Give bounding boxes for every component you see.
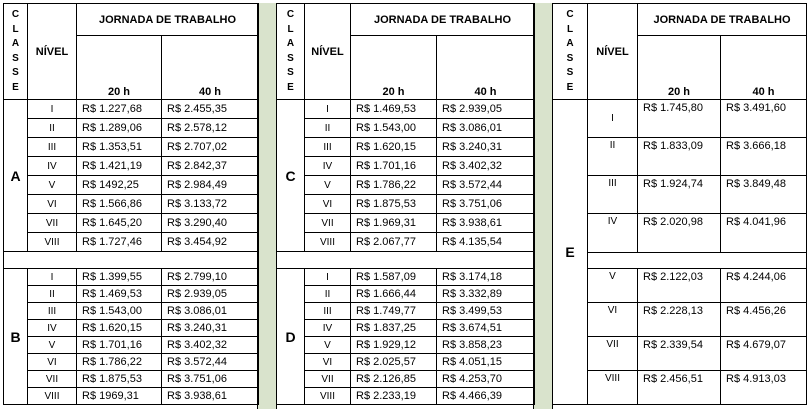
salary-40h-cell: R$ 3.858,23 [437, 337, 535, 354]
salary-20h-cell: R$ 1.786,22 [351, 176, 437, 195]
spacer-row [277, 252, 535, 269]
jornada-header: JORNADA DE TRABALHO [77, 4, 259, 36]
salary-20h-cell: R$ 1.543,00 [77, 303, 162, 320]
level-cell: VIII [305, 233, 351, 252]
salary-20h-cell: R$ 1.745,80 [638, 100, 721, 138]
salary-20h-cell: R$ 1.929,12 [351, 337, 437, 354]
level-cell: III [588, 176, 638, 214]
classe-header: C L A S S E [277, 4, 305, 100]
level-cell: VIII [28, 388, 77, 405]
level-cell: VI [305, 354, 351, 371]
salary-40h-cell: R$ 3.332,89 [437, 286, 535, 303]
class-b-block [4, 269, 259, 405]
level-cell: II [305, 286, 351, 303]
salary-40h-cell: R$ 4.244,06 [721, 269, 807, 303]
salary-40h-cell: R$ 3.174,18 [437, 269, 535, 286]
salary-20h-cell: R$ 2.025,57 [351, 354, 437, 371]
salary-40h-cell: R$ 3.572,44 [437, 176, 535, 195]
salary-20h-cell: R$ 1.566,86 [77, 195, 162, 214]
level-cell: II [305, 119, 351, 138]
level-cell: VI [28, 195, 77, 214]
class-c-block [277, 100, 535, 252]
salary-20h-cell: R$ 1.875,53 [351, 195, 437, 214]
salary-20h-cell: R$ 1.833,09 [638, 138, 721, 176]
level-cell: II [588, 138, 638, 176]
salary-20h-cell: R$ 1.701,16 [77, 337, 162, 354]
group-separator-2 [533, 3, 553, 409]
level-cell: VIII [588, 371, 638, 405]
level-cell: V [305, 176, 351, 195]
salary-40h-cell: R$ 2.799,10 [162, 269, 259, 286]
class-label-a: A [4, 100, 28, 252]
level-cell: VIII [28, 233, 77, 252]
level-cell: III [305, 303, 351, 320]
salary-20h-cell: R$ 1.620,15 [351, 138, 437, 157]
classe-header: C L A S S E [4, 4, 28, 100]
salary-40h-cell: R$ 4.135,54 [437, 233, 535, 252]
salary-40h-cell: R$ 2.842,37 [162, 157, 259, 176]
nivel-header: NÍVEL [588, 4, 638, 100]
level-cell: II [28, 119, 77, 138]
salary-40h-cell: R$ 3.454,92 [162, 233, 259, 252]
hours-40-header: 40 h [721, 36, 807, 100]
jornada-header: JORNADA DE TRABALHO [638, 4, 807, 36]
salary-40h-cell: R$ 3.849,48 [721, 176, 807, 214]
salary-20h-cell: R$ 1.924,74 [638, 176, 721, 214]
hours-40-header: 40 h [162, 36, 259, 100]
salary-20h-cell: R$ 1.701,16 [351, 157, 437, 176]
hours-20-header: 20 h [351, 36, 437, 100]
salary-40h-cell: R$ 4.456,26 [721, 303, 807, 337]
jornada-header: JORNADA DE TRABALHO [351, 4, 535, 36]
salary-40h-cell: R$ 4.679,07 [721, 337, 807, 371]
level-cell: IV [305, 320, 351, 337]
salary-40h-cell: R$ 3.938,61 [437, 214, 535, 233]
class-label-b: B [4, 269, 28, 405]
spacer-row [553, 253, 807, 269]
salary-20h-cell: R$ 2.456,51 [638, 371, 721, 405]
salary-40h-cell: R$ 3.666,18 [721, 138, 807, 176]
salary-40h-cell: R$ 3.402,32 [162, 337, 259, 354]
salary-40h-cell: R$ 4.253,70 [437, 371, 535, 388]
salary-20h-cell: R$ 1.227,68 [77, 100, 162, 119]
group-separator-1 [257, 3, 277, 409]
salary-40h-cell: R$ 4.913,03 [721, 371, 807, 405]
level-cell: IV [28, 320, 77, 337]
salary-20h-cell: R$ 2.228,13 [638, 303, 721, 337]
level-cell: I [28, 269, 77, 286]
level-cell: II [28, 286, 77, 303]
salary-40h-cell: R$ 2.707,02 [162, 138, 259, 157]
classe-header: C L A S S E [553, 4, 588, 100]
salary-20h-cell: R$ 1.666,44 [351, 286, 437, 303]
salary-40h-cell: R$ 3.938,61 [162, 388, 259, 405]
salary-40h-cell: R$ 3.572,44 [162, 354, 259, 371]
level-cell: III [305, 138, 351, 157]
salary-40h-cell: R$ 2.455,35 [162, 100, 259, 119]
salary-40h-cell: R$ 4.466,39 [437, 388, 535, 405]
salary-20h-cell: R$ 1.469,53 [77, 286, 162, 303]
salary-20h-cell: R$ 2.020,98 [638, 214, 721, 253]
salary-20h-cell: R$ 1.421,19 [77, 157, 162, 176]
salary-40h-cell: R$ 3.499,53 [437, 303, 535, 320]
salary-20h-cell: R$ 2.126,85 [351, 371, 437, 388]
salary-20h-cell: R$ 1.587,09 [351, 269, 437, 286]
salary-20h-cell: R$ 2.339,54 [638, 337, 721, 371]
level-cell: VII [28, 214, 77, 233]
salary-20h-cell: R$ 1492,25 [77, 176, 162, 195]
nivel-header: NÍVEL [28, 4, 77, 100]
level-cell: V [28, 337, 77, 354]
salary-20h-cell: R$ 1.837,25 [351, 320, 437, 337]
hours-20-header: 20 h [77, 36, 162, 100]
level-cell: I [28, 100, 77, 119]
salary-20h-cell: R$ 2.122,03 [638, 269, 721, 303]
salary-20h-cell: R$ 1.469,53 [351, 100, 437, 119]
level-cell: VII [28, 371, 77, 388]
level-cell: VIII [305, 388, 351, 405]
salary-20h-cell: R$ 2.067,77 [351, 233, 437, 252]
salary-40h-cell: R$ 3.240,31 [162, 320, 259, 337]
salary-40h-cell: R$ 4.041,96 [721, 214, 807, 253]
class-d-block [277, 269, 535, 405]
salary-40h-cell: R$ 3.240,31 [437, 138, 535, 157]
salary-20h-cell: R$ 1.749,77 [351, 303, 437, 320]
level-cell: IV [588, 214, 638, 253]
salary-40h-cell: R$ 2.984,49 [162, 176, 259, 195]
level-cell: III [28, 138, 77, 157]
salary-20h-cell: R$ 1.786,22 [77, 354, 162, 371]
salary-40h-cell: R$ 3.133,72 [162, 195, 259, 214]
class-label-d: D [277, 269, 305, 405]
salary-40h-cell: R$ 3.751,06 [437, 195, 535, 214]
salary-table-c-d [276, 3, 535, 405]
salary-40h-cell: R$ 3.086,01 [162, 303, 259, 320]
salary-20h-cell: R$ 1.645,20 [77, 214, 162, 233]
salary-20h-cell: R$ 1.875,53 [77, 371, 162, 388]
salary-40h-cell: R$ 2.578,12 [162, 119, 259, 138]
class-label-c: C [277, 100, 305, 252]
level-cell: III [28, 303, 77, 320]
salary-20h-cell: R$ 1.289,06 [77, 119, 162, 138]
salary-40h-cell: R$ 3.674,51 [437, 320, 535, 337]
salary-20h-cell: R$ 1.727,46 [77, 233, 162, 252]
level-cell: V [588, 269, 638, 303]
level-cell: VI [28, 354, 77, 371]
level-cell: VII [305, 371, 351, 388]
level-cell: I [305, 269, 351, 286]
level-cell: I [588, 100, 638, 138]
salary-40h-cell: R$ 2.939,05 [437, 100, 535, 119]
salary-40h-cell: R$ 2.939,05 [162, 286, 259, 303]
level-cell: IV [28, 157, 77, 176]
hours-40-header: 40 h [437, 36, 535, 100]
salary-20h-cell: R$ 1.969,31 [351, 214, 437, 233]
salary-40h-cell: R$ 3.491,60 [721, 100, 807, 138]
salary-20h-cell: R$ 1.399,55 [77, 269, 162, 286]
salary-20h-cell: R$ 1.353,51 [77, 138, 162, 157]
level-cell: VII [588, 337, 638, 371]
level-cell: V [28, 176, 77, 195]
level-cell: VI [588, 303, 638, 337]
class-e-block [553, 100, 807, 405]
salary-20h-cell: R$ 1.543,00 [351, 119, 437, 138]
salary-20h-cell: R$ 2.233,19 [351, 388, 437, 405]
level-cell: IV [305, 157, 351, 176]
class-a-block [4, 100, 259, 252]
level-cell: V [305, 337, 351, 354]
spacer-row [4, 252, 259, 269]
hours-20-header: 20 h [638, 36, 721, 100]
salary-20h-cell: R$ 1969,31 [77, 388, 162, 405]
salary-40h-cell: R$ 3.751,06 [162, 371, 259, 388]
salary-40h-cell: R$ 4.051,15 [437, 354, 535, 371]
level-cell: VII [305, 214, 351, 233]
level-cell: I [305, 100, 351, 119]
salary-table-a-b [3, 3, 259, 405]
level-cell: VI [305, 195, 351, 214]
salary-table-e [552, 3, 807, 405]
class-label-e: E [553, 100, 588, 405]
salary-20h-cell: R$ 1.620,15 [77, 320, 162, 337]
salary-40h-cell: R$ 3.086,01 [437, 119, 535, 138]
salary-40h-cell: R$ 3.402,32 [437, 157, 535, 176]
salary-40h-cell: R$ 3.290,40 [162, 214, 259, 233]
nivel-header: NÍVEL [305, 4, 351, 100]
